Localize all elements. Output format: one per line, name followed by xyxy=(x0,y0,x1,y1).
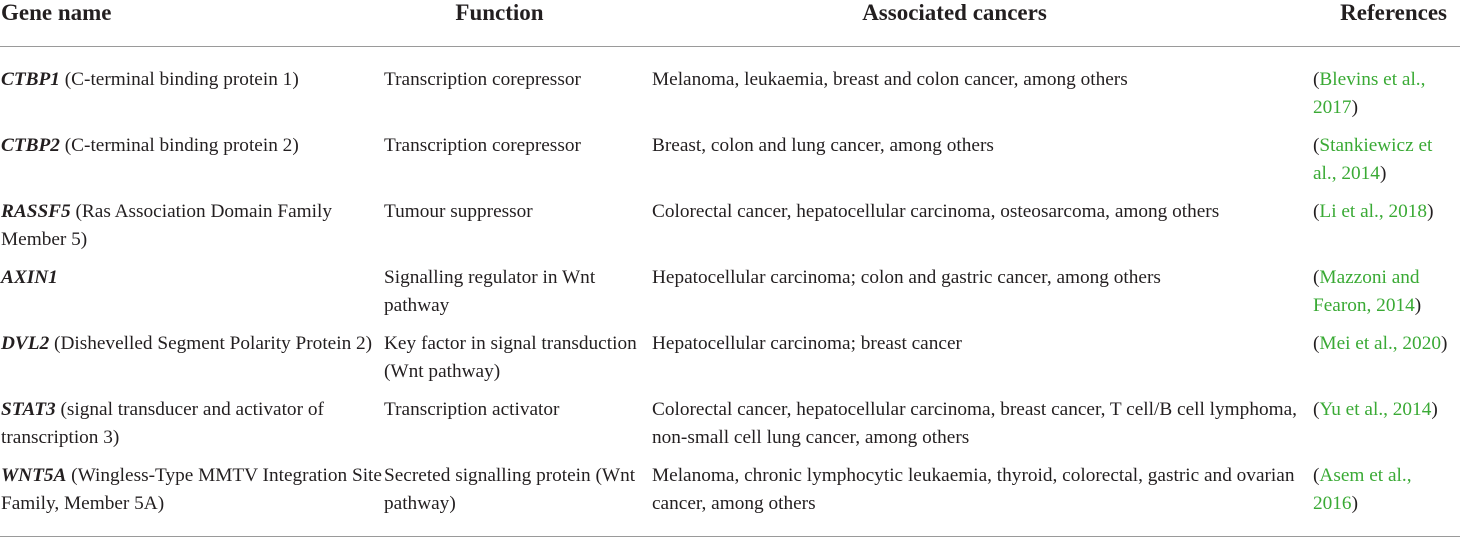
cancers-cell: Melanoma, chronic lymphocytic leukaemia, thyroid, colorectal, gastric and ovarian cancer, among others xyxy=(652,465,1295,514)
table-row xyxy=(0,386,1460,452)
gene-full-name: (Wingless-Type MMTV Integration Site Family, Member 5A) xyxy=(1,465,382,514)
ref-close-paren: ) xyxy=(1379,163,1387,184)
ref-close-paren: ) xyxy=(1351,97,1358,118)
table-row xyxy=(0,122,1460,188)
table-row xyxy=(0,254,1460,320)
function-cell: Transcription activator xyxy=(384,399,560,420)
gene-full-name: (Dishevelled Segment Polarity Protein 2) xyxy=(49,333,373,354)
gene-name-cell xyxy=(0,122,383,188)
reference-link[interactable]: Li et al., 2018 xyxy=(1319,201,1428,222)
function-cell: Tumour suppressor xyxy=(384,201,533,222)
table-bottom-rule xyxy=(0,536,1460,537)
gene-name-cell xyxy=(0,452,383,528)
ref-open-paren: ( xyxy=(1313,333,1320,354)
gene-symbol: AXIN1 xyxy=(1,267,58,288)
table-body xyxy=(0,47,1460,529)
reference-cell xyxy=(1313,452,1460,528)
reference-link[interactable]: Mazzoni and Fearon, 2014 xyxy=(1313,267,1420,316)
header-row xyxy=(0,0,1460,47)
reference-cell xyxy=(1313,320,1460,386)
gene-symbol: RASSF5 xyxy=(1,201,71,222)
gene-full-name: (C-terminal binding protein 1) xyxy=(59,69,299,90)
table-row xyxy=(0,320,1460,386)
gene-symbol: CTBP2 xyxy=(1,135,60,156)
ref-close-paren: ) xyxy=(1414,295,1422,316)
reference-link[interactable]: Blevins et al., 2017 xyxy=(1313,69,1426,118)
reference-link[interactable]: Asem et al., 2016 xyxy=(1313,465,1412,514)
function-cell: Signalling regulator in Wnt pathway xyxy=(384,267,596,316)
gene-symbol: CTBP1 xyxy=(1,69,60,90)
ref-open-paren: ( xyxy=(1313,267,1320,288)
function-cell: Transcription corepressor xyxy=(384,135,581,156)
header-associated-cancers: Associated cancers xyxy=(652,0,1313,47)
header-references: References xyxy=(1313,0,1460,47)
cancers-cell: Colorectal cancer, hepatocellular carcinoma, breast cancer, T cell/B cell lymphoma, non-small cell lung cancer, among others xyxy=(652,399,1297,448)
gene-full-name: (signal transducer and activator of transcription 3) xyxy=(1,399,324,448)
gene-name-cell xyxy=(0,320,383,386)
gene-full-name: (C-terminal binding protein 2) xyxy=(59,135,299,156)
table-row xyxy=(0,47,1460,123)
cancers-cell: Breast, colon and lung cancer, among others xyxy=(652,135,994,156)
function-cell: Key factor in signal transduction (Wnt pathway) xyxy=(384,333,637,382)
function-cell: Secreted signalling protein (Wnt pathway) xyxy=(384,465,636,514)
gene-full-name: (Ras Association Domain Family Member 5) xyxy=(1,201,333,250)
reference-cell xyxy=(1313,254,1460,320)
table-header xyxy=(0,0,1460,47)
header-gene-name: Gene name xyxy=(0,0,383,47)
cancers-cell: Hepatocellular carcinoma; breast cancer xyxy=(652,333,962,354)
ref-open-paren: ( xyxy=(1313,465,1320,486)
ref-open-paren: ( xyxy=(1313,399,1320,420)
ref-open-paren: ( xyxy=(1313,69,1320,90)
table-row xyxy=(0,452,1460,528)
reference-link[interactable]: Stankiewicz et al., 2014 xyxy=(1313,135,1433,184)
gene-symbol: WNT5A xyxy=(1,465,67,486)
reference-cell xyxy=(1313,47,1460,123)
ref-close-paren: ) xyxy=(1431,399,1438,420)
ref-close-paren: ) xyxy=(1351,493,1358,514)
reference-cell xyxy=(1313,122,1460,188)
gene-symbol: DVL2 xyxy=(1,333,50,354)
ref-open-paren: ( xyxy=(1313,135,1320,156)
reference-cell xyxy=(1313,386,1460,452)
header-function: Function xyxy=(383,0,652,47)
cancers-cell: Hepatocellular carcinoma; colon and gastric cancer, among others xyxy=(652,267,1161,288)
ref-open-paren: ( xyxy=(1313,201,1320,222)
reference-cell xyxy=(1313,188,1460,254)
gene-name-cell xyxy=(0,188,383,254)
reference-link[interactable]: Mei et al., 2020 xyxy=(1319,333,1441,354)
gene-name-cell xyxy=(0,386,383,452)
table-row xyxy=(0,188,1460,254)
cancers-cell: Melanoma, leukaemia, breast and colon cancer, among others xyxy=(652,69,1128,90)
ref-close-paren: ) xyxy=(1440,333,1448,354)
gene-name-cell xyxy=(0,254,383,320)
ref-close-paren: ) xyxy=(1427,201,1434,222)
reference-link[interactable]: Yu et al., 2014 xyxy=(1319,399,1432,420)
gene-symbol: STAT3 xyxy=(1,399,56,420)
cancers-cell: Colorectal cancer, hepatocellular carcinoma, osteosarcoma, among others xyxy=(652,201,1220,222)
gene-name-cell xyxy=(0,47,383,123)
function-cell: Transcription corepressor xyxy=(384,69,581,90)
